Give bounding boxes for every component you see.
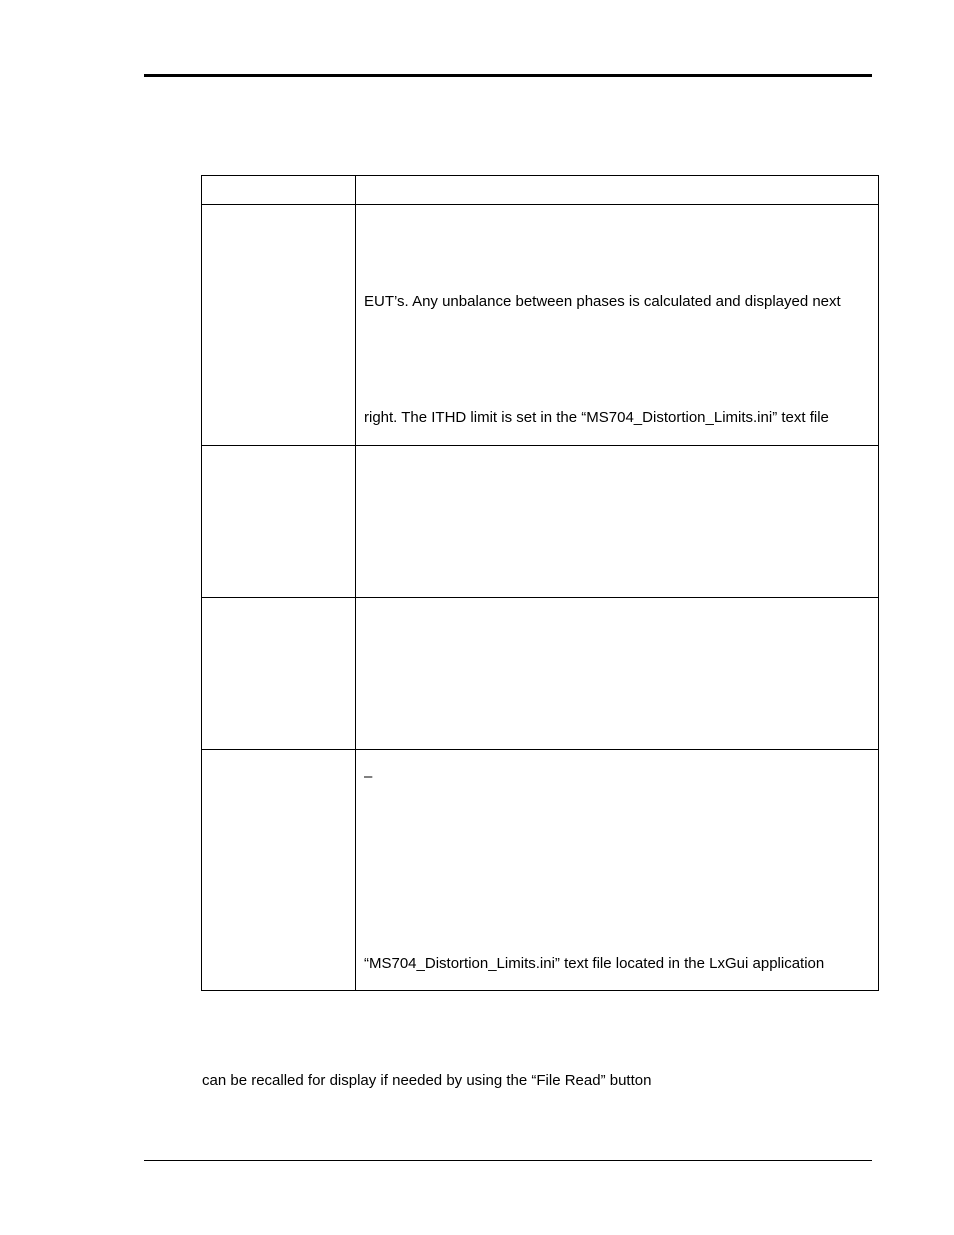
row-description	[356, 598, 879, 750]
row-description	[356, 205, 879, 446]
table-row	[202, 750, 879, 991]
description-line: “MS704_Distortion_Limits.ini” text file located in the LxGui application	[364, 955, 825, 972]
header-cell-description	[356, 176, 879, 205]
row-description	[356, 446, 879, 598]
header-rule	[144, 74, 872, 77]
table-row	[202, 205, 879, 446]
description-line: –	[364, 768, 373, 785]
row-description	[356, 750, 879, 991]
table-row	[202, 446, 879, 598]
table-row	[202, 598, 879, 750]
row-label	[202, 446, 356, 598]
row-label	[202, 205, 356, 446]
header-cell-label	[202, 176, 356, 205]
description-line: right. The ITHD limit is set in the “MS704_Distortion_Limits.ini” text file	[364, 409, 829, 426]
body-text-line: can be recalled for display if needed by using the “File Read” button	[202, 1072, 652, 1089]
row-label	[202, 750, 356, 991]
description-table	[201, 175, 879, 991]
description-line: EUT’s. Any unbalance between phases is calculated and displayed next	[364, 293, 841, 310]
footer-rule	[144, 1160, 872, 1161]
table-header-row	[202, 176, 879, 205]
row-label	[202, 598, 356, 750]
